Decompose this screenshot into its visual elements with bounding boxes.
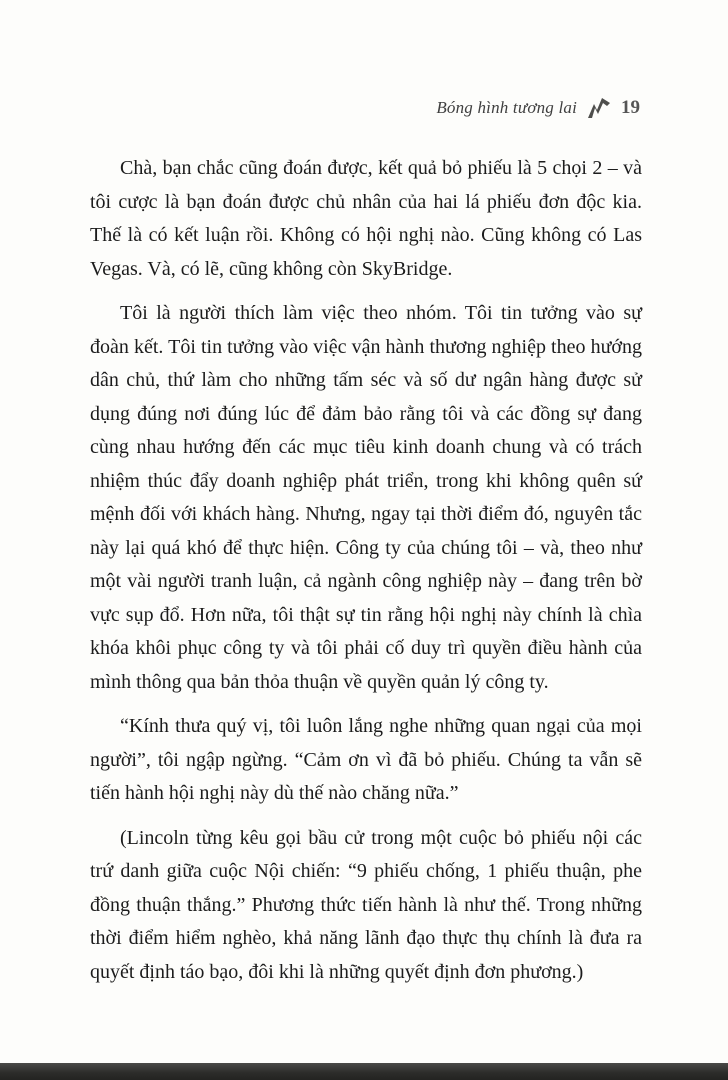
paragraph: (Lincoln từng kêu gọi bầu cử trong một cuộc bỏ phiếu nội các trứ danh giữa cuộc Nội chiến: “9 phiếu chống, 1 phiếu thuận, phe đồng thuận thắng.” Phương thức tiến hành là như thế. Trong những thời điểm hiểm nghèo, khả năng lãnh đạo thực thụ chính là đưa ra quyết định táo bạo, đôi khi là những quyết định đơn phương.) — [90, 826, 642, 983]
publisher-logo-icon — [587, 98, 611, 118]
page-body-text — [90, 152, 642, 1000]
page-edge-bar — [0, 1063, 728, 1080]
paragraph: “Kính thưa quý vị, tôi luôn lắng nghe những quan ngại của mọi người”, tôi ngập ngừng. “Cảm ơn vì đã bỏ phiếu. Chúng ta vẫn sẽ tiến hành hội nghị này dù thế nào chăng nữa.” — [90, 715, 642, 804]
paragraph: Tôi là người thích làm việc theo nhóm. Tôi tin tưởng vào sự đoàn kết. Tôi tin tưởng vào việc vận hành thương nghiệp theo hướng dân chủ, thứ làm cho những tấm séc và số dư ngân hàng được sử dụng đúng nơi đúng lúc để đảm bảo rằng tôi và các đồng sự đang cùng nhau hướng đến các mục tiêu kinh doanh chung và có trách nhiệm thúc đẩy doanh nghiệp phát triển, trong khi không quên sứ mệnh đối với khách hàng. Nhưng, ngay tại thời điểm đó, nguyên tắc này lại quá khó để thực hiện. Công ty của chúng tôi – và, theo như một vài người tranh luận, cả ngành công nghiệp này – đang trên bờ vực sụp đổ. Hơn nữa, tôi thật sự tin rằng hội nghị này chính là chìa khóa khôi phục công ty và tôi phải cố duy trì quyền điều hành của mình thông qua bản thỏa thuận về quyền quản lý công ty. — [90, 302, 642, 693]
running-title: Bóng hình tương lai — [436, 98, 577, 117]
paragraph: Chà, bạn chắc cũng đoán được, kết quả bỏ phiếu là 5 chọi 2 – và tôi cược là bạn đoán được chủ nhân của hai lá phiếu đơn độc kia. Thế là có kết luận rồi. Không có hội nghị nào. Cũng không có Las Vegas. Và, có lẽ, cũng không còn SkyBridge. — [90, 157, 642, 280]
running-header — [90, 97, 640, 119]
page-number: 19 — [621, 97, 640, 118]
